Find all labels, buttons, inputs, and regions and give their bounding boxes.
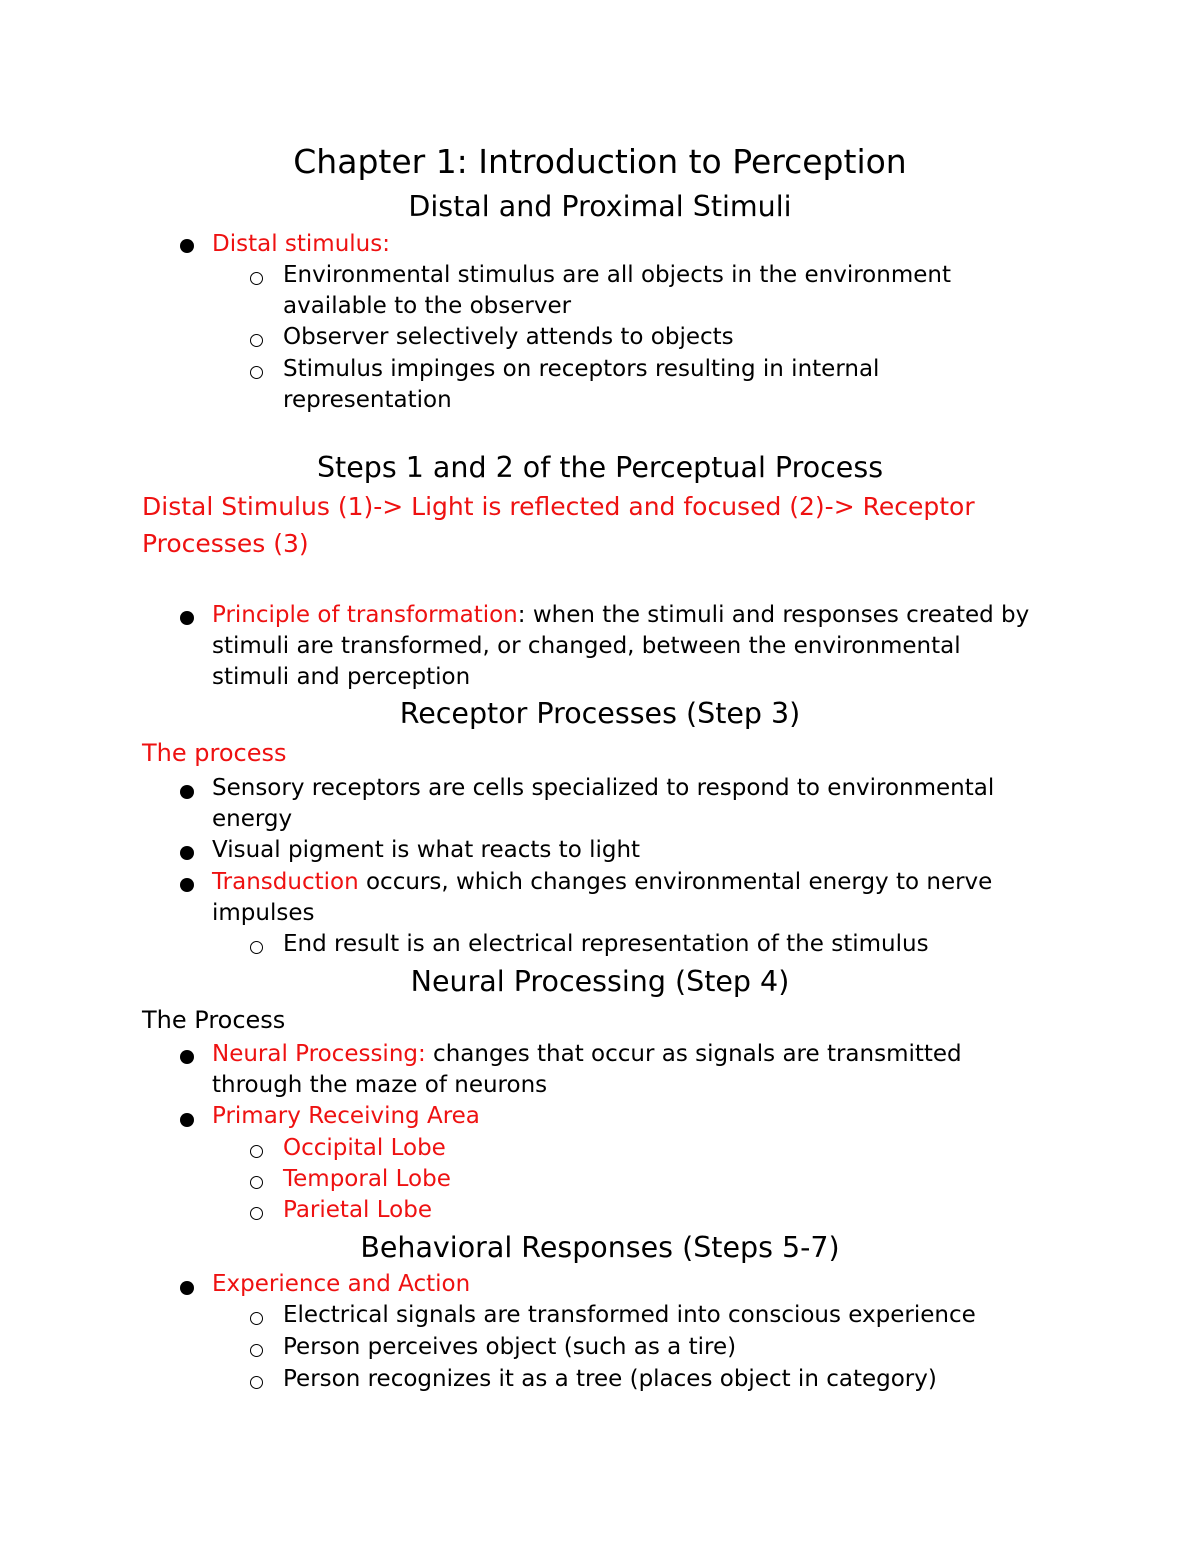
list-item-text: Stimulus impinges on receptors resulting in internal bbox=[283, 356, 880, 382]
bullet-circle-icon bbox=[250, 1376, 263, 1389]
list-item-text: Observer selectively attends to objects bbox=[283, 324, 734, 350]
process-flow-line: Distal Stimulus (1)-> Light is reflected and focused (2)-> Receptor bbox=[142, 492, 975, 521]
bullet-dot-icon bbox=[180, 1281, 194, 1295]
bullet-dot-icon bbox=[180, 611, 194, 625]
definition-text: changes that occur as signals are transmitted bbox=[425, 1041, 962, 1067]
list-item-text bbox=[212, 1041, 962, 1067]
subheading-the-process: The Process bbox=[142, 1006, 286, 1034]
section-heading-steps-1-2: Steps 1 and 2 of the Perceptual Process bbox=[316, 451, 884, 484]
bullet-circle-icon bbox=[250, 1312, 263, 1325]
bullet-circle-icon bbox=[250, 366, 263, 379]
lobe-item: Parietal Lobe bbox=[283, 1197, 432, 1223]
bullet-dot-icon bbox=[180, 785, 194, 799]
bullet-dot-icon bbox=[180, 846, 194, 860]
list-item-text bbox=[212, 869, 992, 895]
bullet-dot-icon bbox=[180, 239, 194, 253]
list-item-text: Environmental stimulus are all objects in the environment bbox=[283, 262, 951, 288]
bullet-dot-icon bbox=[180, 878, 194, 892]
list-item-text: Person recognizes it as a tree (places object in category) bbox=[283, 1366, 937, 1392]
term-principle-of-transformation: Principle of transformation bbox=[212, 602, 518, 628]
definition-text: : when the stimuli and responses created by bbox=[517, 602, 1030, 628]
term-neural-processing: Neural Processing: bbox=[212, 1041, 426, 1067]
section-heading-behavioral-responses: Behavioral Responses (Steps 5-7) bbox=[360, 1231, 840, 1264]
list-item-text: stimuli are transformed, or changed, between the environmental bbox=[212, 633, 961, 659]
list-item-text: impulses bbox=[212, 900, 315, 926]
bullet-circle-icon bbox=[250, 1145, 263, 1158]
term-experience-and-action: Experience and Action bbox=[212, 1271, 471, 1297]
lobe-item: Occipital Lobe bbox=[283, 1135, 446, 1161]
bullet-circle-icon bbox=[250, 1207, 263, 1220]
list-item-text: stimuli and perception bbox=[212, 664, 471, 690]
bullet-circle-icon bbox=[250, 272, 263, 285]
section-heading-distal-proximal: Distal and Proximal Stimuli bbox=[408, 190, 792, 223]
list-item-text: Electrical signals are transformed into conscious experience bbox=[283, 1302, 976, 1328]
list-item-text: Sensory receptors are cells specialized to respond to environmental bbox=[212, 775, 995, 801]
list-item-text: energy bbox=[212, 806, 293, 832]
list-item-text: End result is an electrical representation of the stimulus bbox=[283, 931, 929, 957]
definition-text: occurs, which changes environmental energy to nerve bbox=[358, 869, 993, 895]
list-item-text: available to the observer bbox=[283, 293, 572, 319]
list-item-text: Person perceives object (such as a tire) bbox=[283, 1334, 737, 1360]
term-transduction: Transduction bbox=[212, 869, 359, 895]
section-heading-neural-processing: Neural Processing (Step 4) bbox=[410, 965, 790, 998]
bullet-dot-icon bbox=[180, 1050, 194, 1064]
bullet-dot-icon bbox=[180, 1113, 194, 1127]
bullet-circle-icon bbox=[250, 1176, 263, 1189]
chapter-title: Chapter 1: Introduction to Perception bbox=[293, 142, 907, 181]
list-item-text: Visual pigment is what reacts to light bbox=[212, 837, 641, 863]
list-item-text: representation bbox=[283, 387, 452, 413]
process-flow-line: Processes (3) bbox=[142, 529, 309, 558]
section-heading-receptor-processes: Receptor Processes (Step 3) bbox=[399, 697, 801, 730]
subheading-the-process: The process bbox=[142, 739, 287, 767]
list-item-text bbox=[212, 602, 1029, 628]
bullet-circle-icon bbox=[250, 1344, 263, 1357]
bullet-circle-icon bbox=[250, 941, 263, 954]
term-primary-receiving-area: Primary Receiving Area bbox=[212, 1103, 480, 1129]
term-distal-stimulus: Distal stimulus: bbox=[212, 231, 390, 257]
lobe-item: Temporal Lobe bbox=[283, 1166, 451, 1192]
list-item-text: through the maze of neurons bbox=[212, 1072, 548, 1098]
bullet-circle-icon bbox=[250, 334, 263, 347]
